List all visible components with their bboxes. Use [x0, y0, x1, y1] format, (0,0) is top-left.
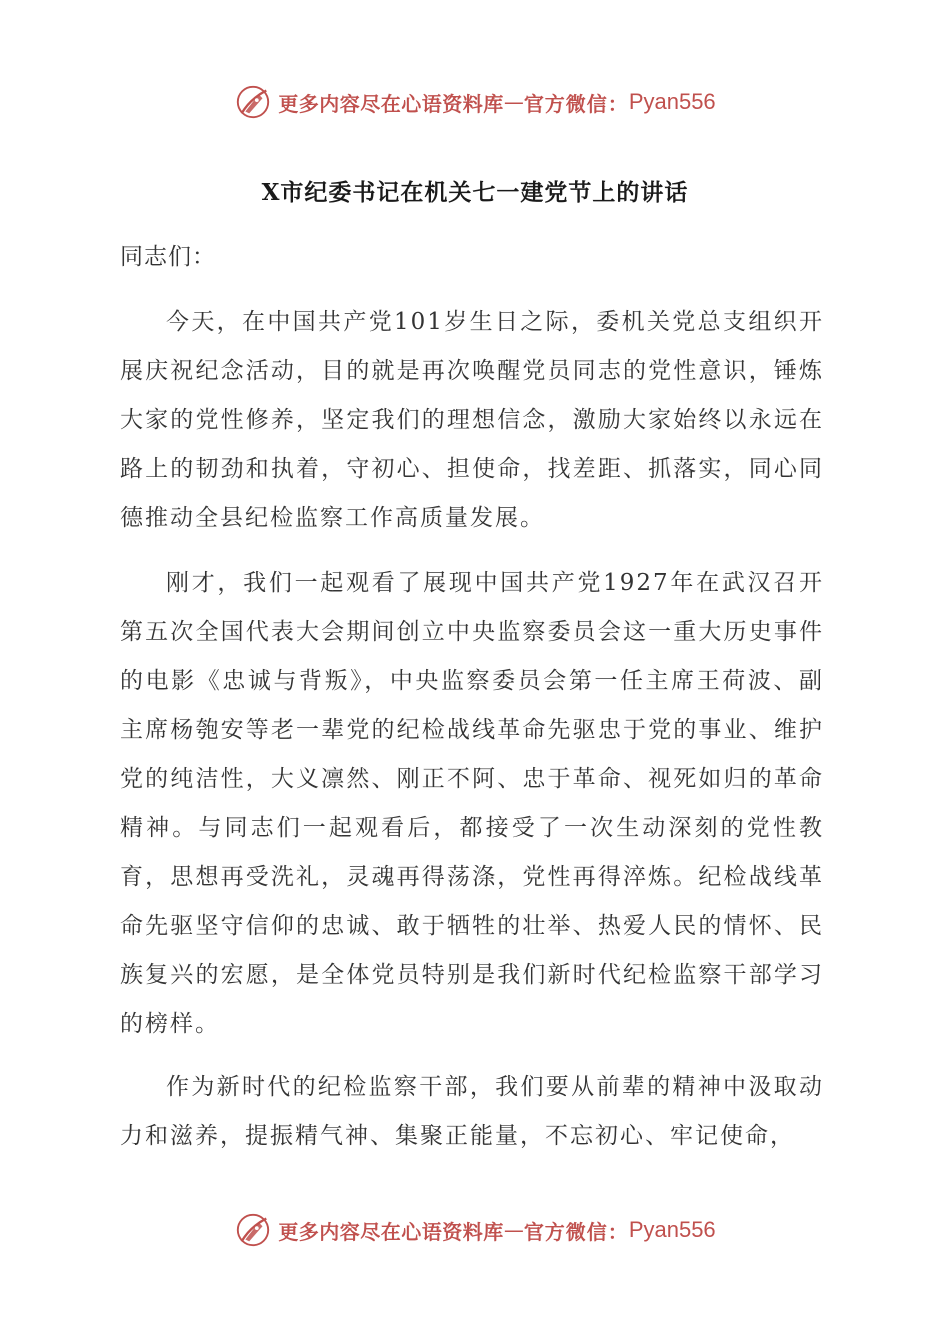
- salutation: 同志们：: [120, 244, 216, 270]
- pen-nib-logo-icon: [234, 1211, 272, 1249]
- paragraph-3: 作为新时代的纪检监察干部，我们要从前辈的精神中汲取动力和滋养，提振精气神、集聚正能量，不忘初心、牢记使命，: [120, 1074, 824, 1149]
- banner-library-text: 更多内容尽在心语资料库: [278, 91, 504, 116]
- document-title: X市纪委书记在机关七一建党节上的讲话: [261, 179, 689, 206]
- banner-wechat-label: 官方微信：: [523, 91, 629, 116]
- paragraph-2: 刚才，我们一起观看了展现中国共产党1927年在武汉召开第五次全国代表大会期间创立中央监察委员会这一重大历史事件的电影《忠诚与背叛》，中央监察委员会第一任主席王荷波、副主席杨匏安等老一辈党的纪检战线革命先驱忠于党的事业、维护党的纯洁性，大义凛然、刚正不阿、忠于革命、视死如归的革命精神。与同志们一起观看后，都接受了一次生动深刻的党性教育，思想再受洗礼，灵魂再得荡涤，党性再得淬炼。纪检战线革命先驱坚守信仰的忠诚、敢于牺牲的壮举、热爱人民的情怀、民族复兴的宏愿，是全体党员特别是我们新时代纪检监察干部学习的榜样。: [120, 570, 824, 1037]
- banner-wechat-id: Pyan556: [628, 1217, 716, 1242]
- document-body: [120, 298, 824, 1173]
- banner-library-text: 更多内容尽在心语资料库: [278, 1219, 504, 1244]
- banner-wechat-label: 官方微信：: [523, 1219, 629, 1244]
- banner-wechat-id: Pyan556: [628, 89, 716, 114]
- header-banner: [0, 82, 950, 122]
- banner-dash: —: [503, 1218, 524, 1242]
- banner-dash: —: [503, 90, 524, 114]
- footer-banner: [0, 1210, 950, 1250]
- paragraph-1: 今天，在中国共产党101岁生日之际，委机关党总支组织开展庆祝纪念活动，目的就是再次唤醒党员同志的党性意识，锤炼大家的党性修养，坚定我们的理想信念，激励大家始终以永远在路上的韧劲和执着，守初心、担使命，找差距、抓落实，同心同德推动全县纪检监察工作高质量发展。: [120, 309, 824, 531]
- pen-nib-logo-icon: [234, 83, 272, 121]
